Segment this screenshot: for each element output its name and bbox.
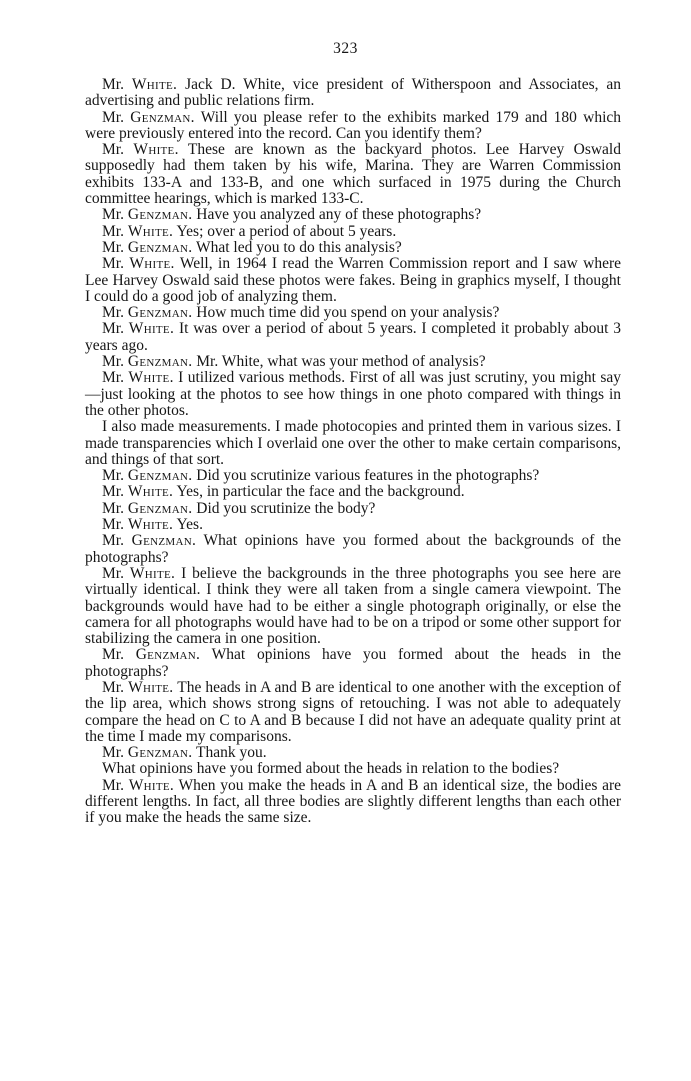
- paragraph-text: I also made measurements. I made photocopies and printed them in various sizes. I made transparencies which I overlaid one over the other to make certain comparisons, and things of that sort.: [85, 418, 621, 468]
- transcript-paragraph: [85, 761, 621, 777]
- speaker-name: Genzman.: [130, 108, 195, 126]
- speaker-title: Mr.: [102, 516, 124, 534]
- transcript-paragraph: [85, 370, 621, 419]
- paragraph-text: What opinions have you formed about the heads in the photographs?: [85, 646, 621, 680]
- paragraph-text: Will you please refer to the exhibits marked 179 and 180 which were previously entered into the record. Can you identify them?: [85, 108, 621, 142]
- speaker-name: Genzman.: [127, 206, 193, 224]
- speaker-title: Mr.: [102, 141, 124, 159]
- speaker-name: Genzman.: [127, 353, 193, 371]
- speaker-title: Mr.: [102, 483, 124, 501]
- transcript-paragraph: [85, 77, 621, 110]
- speaker-title: Mr.: [102, 646, 124, 664]
- speaker-name: White.: [131, 76, 178, 93]
- paragraph-text: I believe the backgrounds in the three photographs you see here are virtually identical. I think they were all taken from a single camera viewpoint. The backgrounds would have had to be either a single photograph originally, or else the camera for all photographs would have had to be on a tripod or some other support for stabilizing the camera in one position.: [85, 564, 621, 648]
- speaker-title: Mr.: [102, 776, 124, 794]
- transcript-paragraph: [85, 321, 621, 354]
- speaker-name: Genzman.: [127, 744, 193, 762]
- speaker-title: Mr.: [102, 238, 124, 256]
- transcript-paragraph: [85, 484, 621, 500]
- paragraph-text: Have you analyzed any of these photographs?: [196, 206, 482, 224]
- paragraph-text: The heads in A and B are identical to one another with the exception of the lip area, which shows strong signs of retouching. I was not able to adequately compare the head on C to A and B because I did not have an adequate quality print at the time I made my comparisons.: [85, 678, 621, 745]
- paragraph-text: When you make the heads in A and B an identical size, the bodies are different lengths. In fact, all three bodies are slightly different lengths than each other if you make the heads the same size.: [85, 776, 621, 827]
- transcript-paragraph: [85, 778, 621, 827]
- paragraph-text: What opinions have you formed about the backgrounds of the photographs?: [85, 532, 621, 566]
- speaker-title: Mr.: [102, 467, 124, 485]
- transcript-paragraph: [85, 517, 621, 533]
- paragraph-text: How much time did you spend on your analysis?: [196, 304, 500, 322]
- speaker-title: Mr.: [102, 678, 124, 696]
- speaker-title: Mr.: [102, 76, 124, 93]
- paragraph-text: Yes.: [176, 516, 203, 534]
- speaker-title: Mr.: [102, 320, 124, 338]
- transcript-body: [85, 77, 621, 827]
- speaker-name: White.: [128, 369, 174, 387]
- paragraph-text: It was over a period of about 5 years. I completed it probably about 3 years ago.: [85, 320, 622, 354]
- paragraph-text: Did you scrutinize various features in the photographs?: [196, 467, 540, 485]
- speaker-name: White.: [129, 564, 176, 582]
- paragraph-text: I utilized various methods. First of all was just scrutiny, you might say—just looking at the photos to see how things in one photo compared with things in the other photos.: [85, 369, 622, 419]
- transcript-paragraph: [85, 240, 621, 256]
- speaker-name: White.: [127, 516, 174, 534]
- transcript-paragraph: [85, 647, 621, 680]
- paragraph-text: Yes, in particular the face and the background.: [176, 483, 465, 501]
- transcript-paragraph: [85, 207, 621, 223]
- transcript-paragraph: [85, 354, 621, 370]
- speaker-title: Mr.: [102, 532, 124, 550]
- transcript-paragraph: [85, 256, 621, 305]
- paragraph-text: Mr. White, what was your method of analysis?: [196, 353, 486, 371]
- paragraph-text: Jack D. White, vice president of Witherspoon and Associates, an advertising and public relations firm.: [85, 76, 622, 110]
- speaker-name: Genzman.: [127, 238, 193, 256]
- speaker-title: Mr.: [102, 222, 124, 240]
- paragraph-text: Did you scrutinize the body?: [196, 499, 376, 517]
- speaker-title: Mr.: [102, 255, 124, 273]
- transcript-paragraph: [85, 680, 621, 745]
- speaker-name: Genzman.: [127, 467, 193, 485]
- speaker-title: Mr.: [102, 369, 124, 387]
- speaker-name: White.: [128, 776, 175, 794]
- transcript-paragraph: [85, 419, 621, 468]
- speaker-title: Mr.: [102, 206, 124, 224]
- transcript-paragraph: [85, 305, 621, 321]
- speaker-name: White.: [128, 678, 174, 696]
- transcript-paragraph: [85, 566, 621, 647]
- speaker-title: Mr.: [102, 564, 124, 582]
- transcript-paragraph: [85, 110, 621, 143]
- speaker-name: White.: [128, 320, 175, 338]
- paragraph-text: Well, in 1964 I read the Warren Commission report and I saw where Lee Harvey Oswald said these photos were fakes. Being in graphics myself, I thought I could do a good job of analyzing them.: [85, 255, 622, 305]
- paragraph-text: What opinions have you formed about the heads in relation to the bodies?: [102, 760, 560, 778]
- speaker-name: Genzman.: [127, 304, 193, 322]
- speaker-name: Genzman.: [131, 532, 197, 550]
- speaker-title: Mr.: [102, 304, 124, 322]
- paragraph-text: Thank you.: [195, 744, 267, 762]
- paragraph-text: These are known as the backyard photos. Lee Harvey Oswald supposedly had them taken by his wife, Marina. They are Warren Commission exhibits 133-A and 133-B, and one which surfaced in 1975 during the Church committee hearings, which is marked 133-C.: [85, 141, 621, 208]
- transcript-paragraph: [85, 224, 621, 240]
- page-number: 323: [333, 40, 358, 57]
- speaker-name: White.: [133, 141, 179, 159]
- transcript-paragraph: [85, 745, 621, 761]
- transcript-paragraph: [85, 533, 621, 566]
- speaker-title: Mr.: [102, 108, 124, 126]
- speaker-name: White.: [129, 255, 175, 273]
- transcript-paragraph: [85, 468, 621, 484]
- speaker-title: Mr.: [102, 744, 124, 762]
- paragraph-text: What led you to do this analysis?: [195, 238, 402, 256]
- paragraph-text: Yes; over a period of about 5 years.: [176, 222, 397, 240]
- transcript-paragraph: [85, 501, 621, 517]
- speaker-name: White.: [127, 483, 174, 501]
- speaker-name: Genzman.: [127, 499, 193, 517]
- speaker-title: Mr.: [102, 353, 124, 371]
- transcript-paragraph: [85, 142, 621, 207]
- speaker-name: Genzman.: [135, 646, 201, 664]
- speaker-title: Mr.: [102, 499, 124, 517]
- speaker-name: White.: [127, 222, 174, 240]
